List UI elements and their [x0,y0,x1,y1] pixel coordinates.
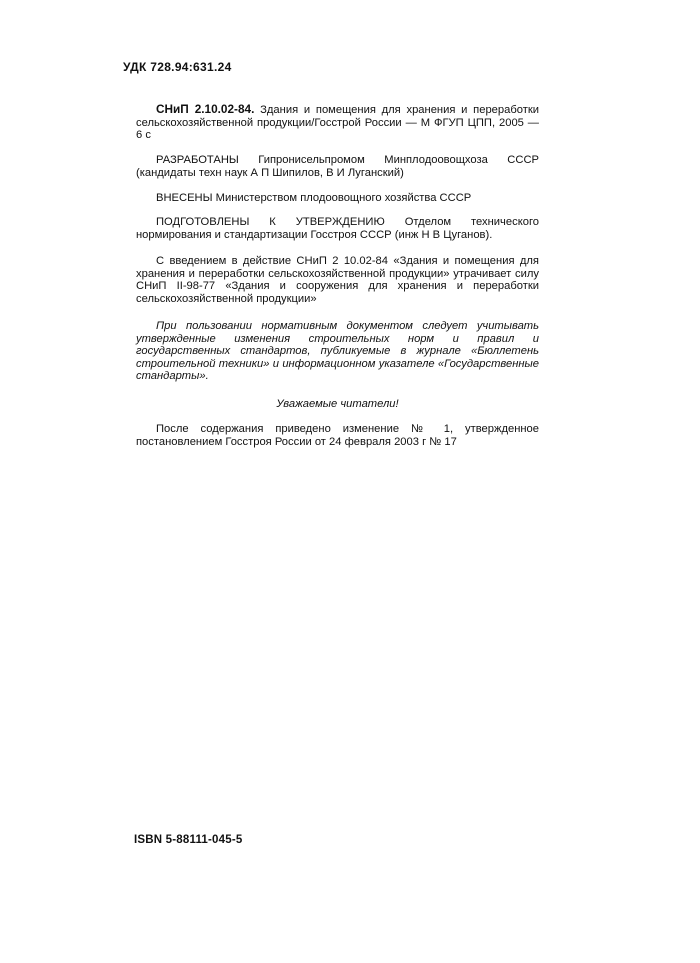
isbn: ISBN 5-88111-045-5 [134,834,243,846]
replaces-notice: С введением в действие СНиП 2 10.02-84 «Здания и помещения для хранения и переработки сельскохозяйственной продукции» утрачивает силу СНиП II-98-77 «Здания и сооружения для хранения и переработки сельскохозяйственной продукции» [136,255,539,305]
prepared-by: ПОДГОТОВЛЕНЫ К УТВЕРЖДЕНИЮ Отделом технического нормирования и стандартизации Госстроя СССР (инж Н В Цуганов). [136,216,539,241]
document-description: Здания и помещения для хранения и переработки сельскохозяйственной продукции/Госстрой России — М ФГУП ЦПП, 2005 — 6 с [136,104,539,142]
readers-heading: Уважаемые читатели! [276,398,399,410]
usage-notice: При пользовании нормативным документом следует учитывать утвержденные изменения строительных норм и правил и государственных стандартов, публикуемые в журнале «Бюллетень строительной техники» и информационном указателе «Государственные стандарты». [136,320,539,383]
developed-by: РАЗРАБОТАНЫ Гипронисельпромом Минплодоовощхоза СССР (кандидаты техн наук А П Шипилов, В И Луганский) [136,154,539,179]
document-title: СНиП 2.10.02-84. [156,102,255,116]
change-notice: После содержания приведено изменение № 1, утвержденное постановлением Госстроя России от 24 февраля 2003 г № 17 [136,423,539,448]
bibliographic-entry [136,103,539,142]
udk-code: УДК 728.94:631.24 [123,60,232,74]
introduced-by: ВНЕСЕНЫ Министерством плодоовощного хозяйства СССР [156,192,472,204]
